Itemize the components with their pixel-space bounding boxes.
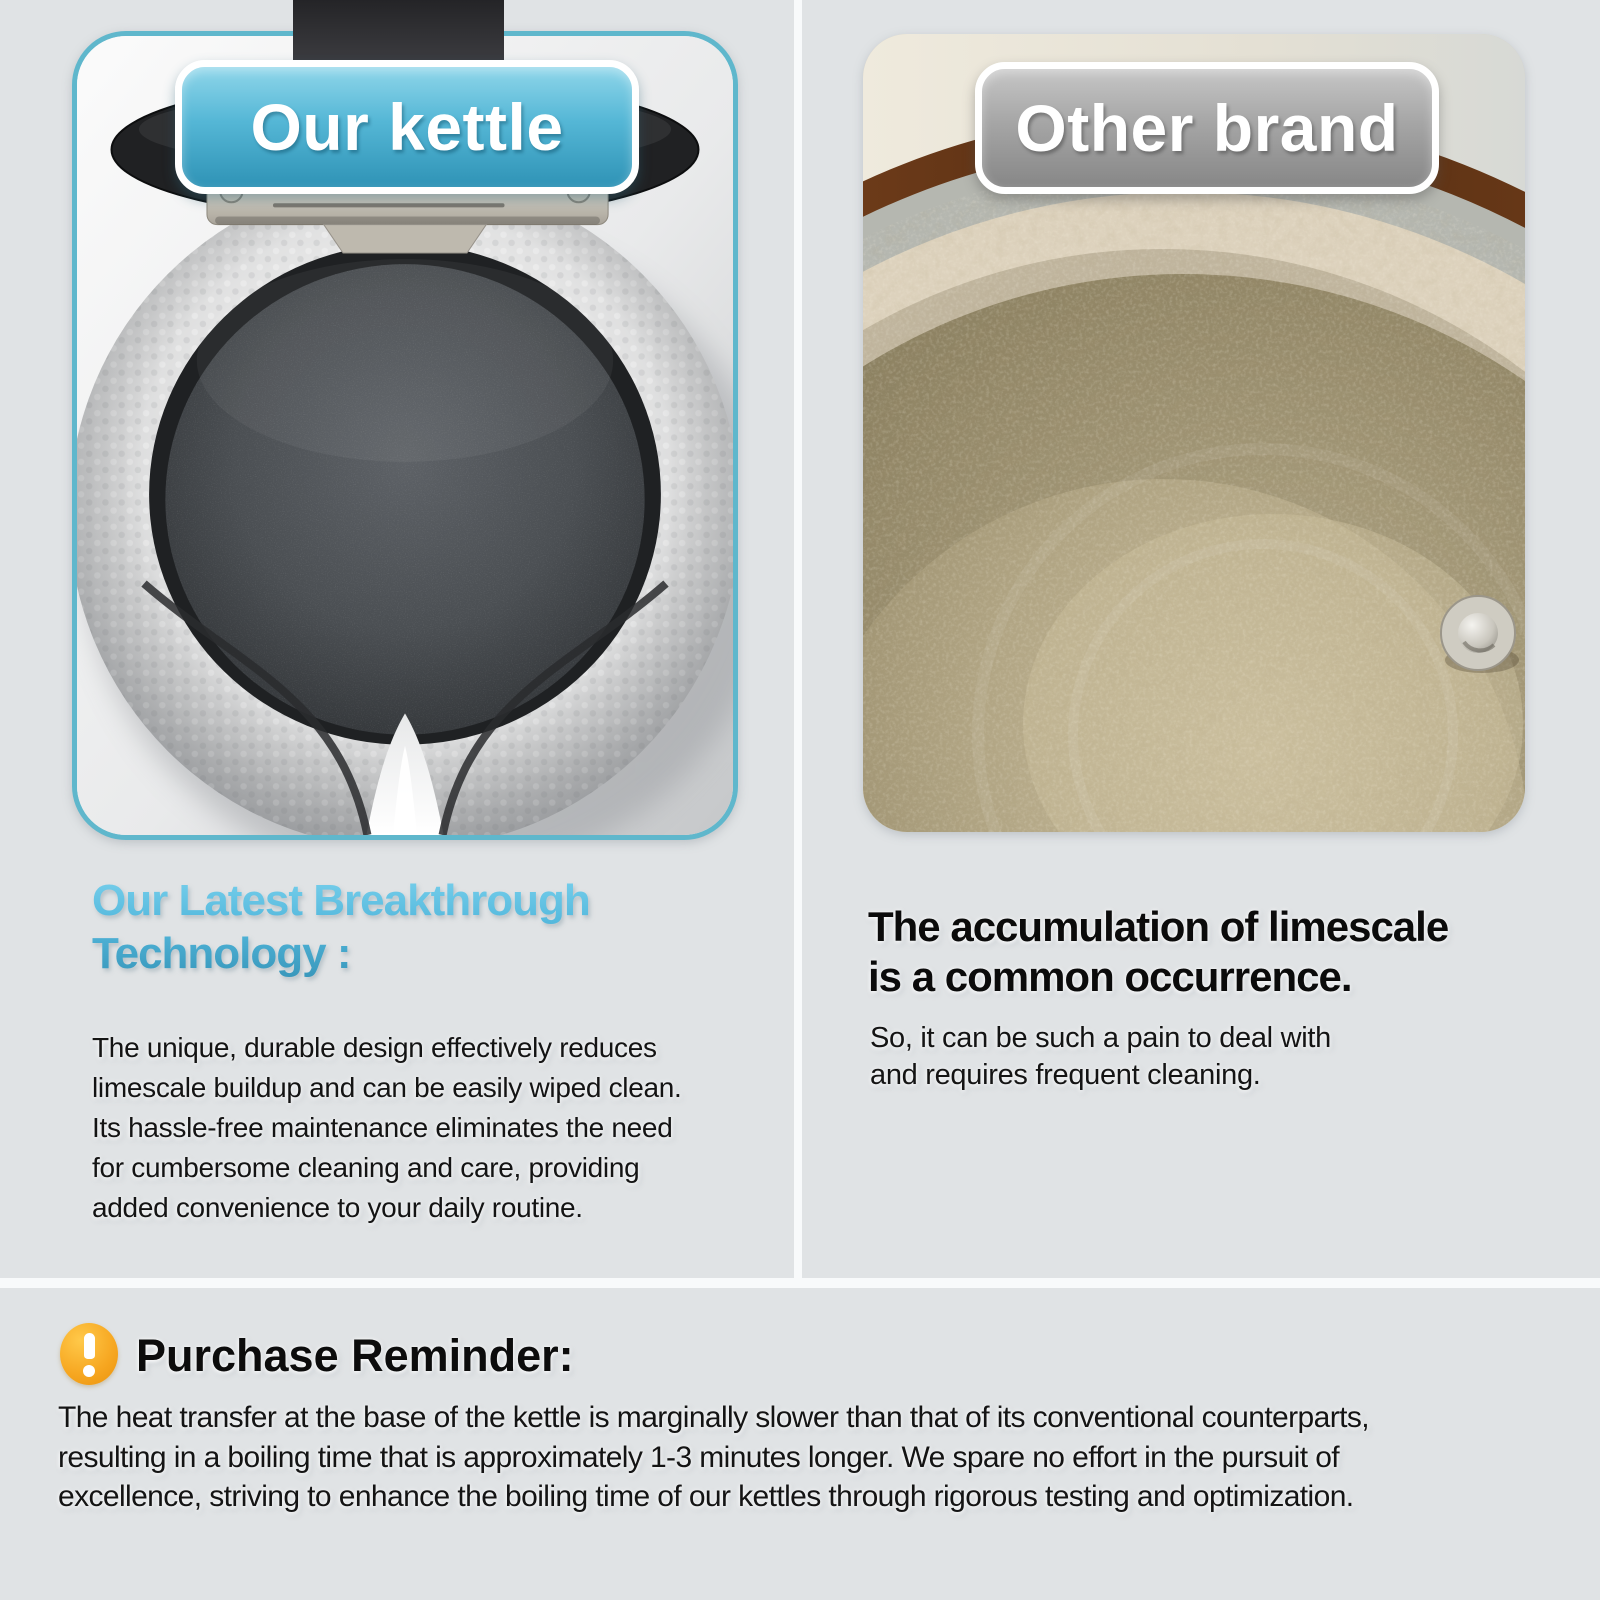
purchase-reminder-title: Purchase Reminder: bbox=[136, 1330, 574, 1381]
footer-line: The heat transfer at the base of the kettle is marginally slower than that of its conventional counterparts, bbox=[58, 1401, 1369, 1434]
purchase-reminder-text bbox=[58, 1398, 1369, 1517]
left-body-line: Its hassle-free maintenance eliminates the need bbox=[92, 1112, 673, 1143]
our-kettle-badge bbox=[175, 60, 639, 194]
left-heading-line2: Technology : bbox=[92, 929, 351, 978]
left-body-text bbox=[92, 1028, 682, 1228]
exclamation-icon bbox=[60, 1323, 118, 1385]
right-body-text bbox=[870, 1020, 1331, 1094]
horizontal-divider bbox=[0, 1278, 1600, 1288]
left-body-line: The unique, durable design effectively reduces bbox=[92, 1032, 657, 1063]
left-body-line: limescale buildup and can be easily wiped clean. bbox=[92, 1072, 682, 1103]
left-body-line: added convenience to your daily routine. bbox=[92, 1192, 583, 1223]
left-body-line: for cumbersome cleaning and care, providing bbox=[92, 1152, 640, 1183]
right-heading bbox=[868, 902, 1448, 1002]
exclamation-dot bbox=[83, 1365, 95, 1377]
other-brand-badge bbox=[975, 62, 1439, 194]
vertical-divider bbox=[794, 0, 802, 1282]
exclamation-bar bbox=[84, 1333, 95, 1359]
right-body-line: and requires frequent cleaning. bbox=[870, 1059, 1261, 1091]
left-heading bbox=[92, 874, 590, 980]
footer-line: excellence, striving to enhance the boiling time of our kettles through rigorous testing and optimization. bbox=[58, 1480, 1354, 1513]
left-heading-line1: Our Latest Breakthrough bbox=[92, 876, 590, 925]
our-kettle-badge-label: Our kettle bbox=[250, 90, 564, 164]
other-brand-badge-label: Other brand bbox=[1015, 91, 1399, 165]
right-body-line: So, it can be such a pain to deal with bbox=[870, 1022, 1331, 1054]
right-heading-line2: is a common occurrence. bbox=[868, 953, 1352, 1000]
right-heading-line1: The accumulation of limescale bbox=[868, 903, 1449, 950]
footer-line: resulting in a boiling time that is approximately 1-3 minutes longer. We spare no effort in the pursuit of bbox=[58, 1440, 1340, 1474]
